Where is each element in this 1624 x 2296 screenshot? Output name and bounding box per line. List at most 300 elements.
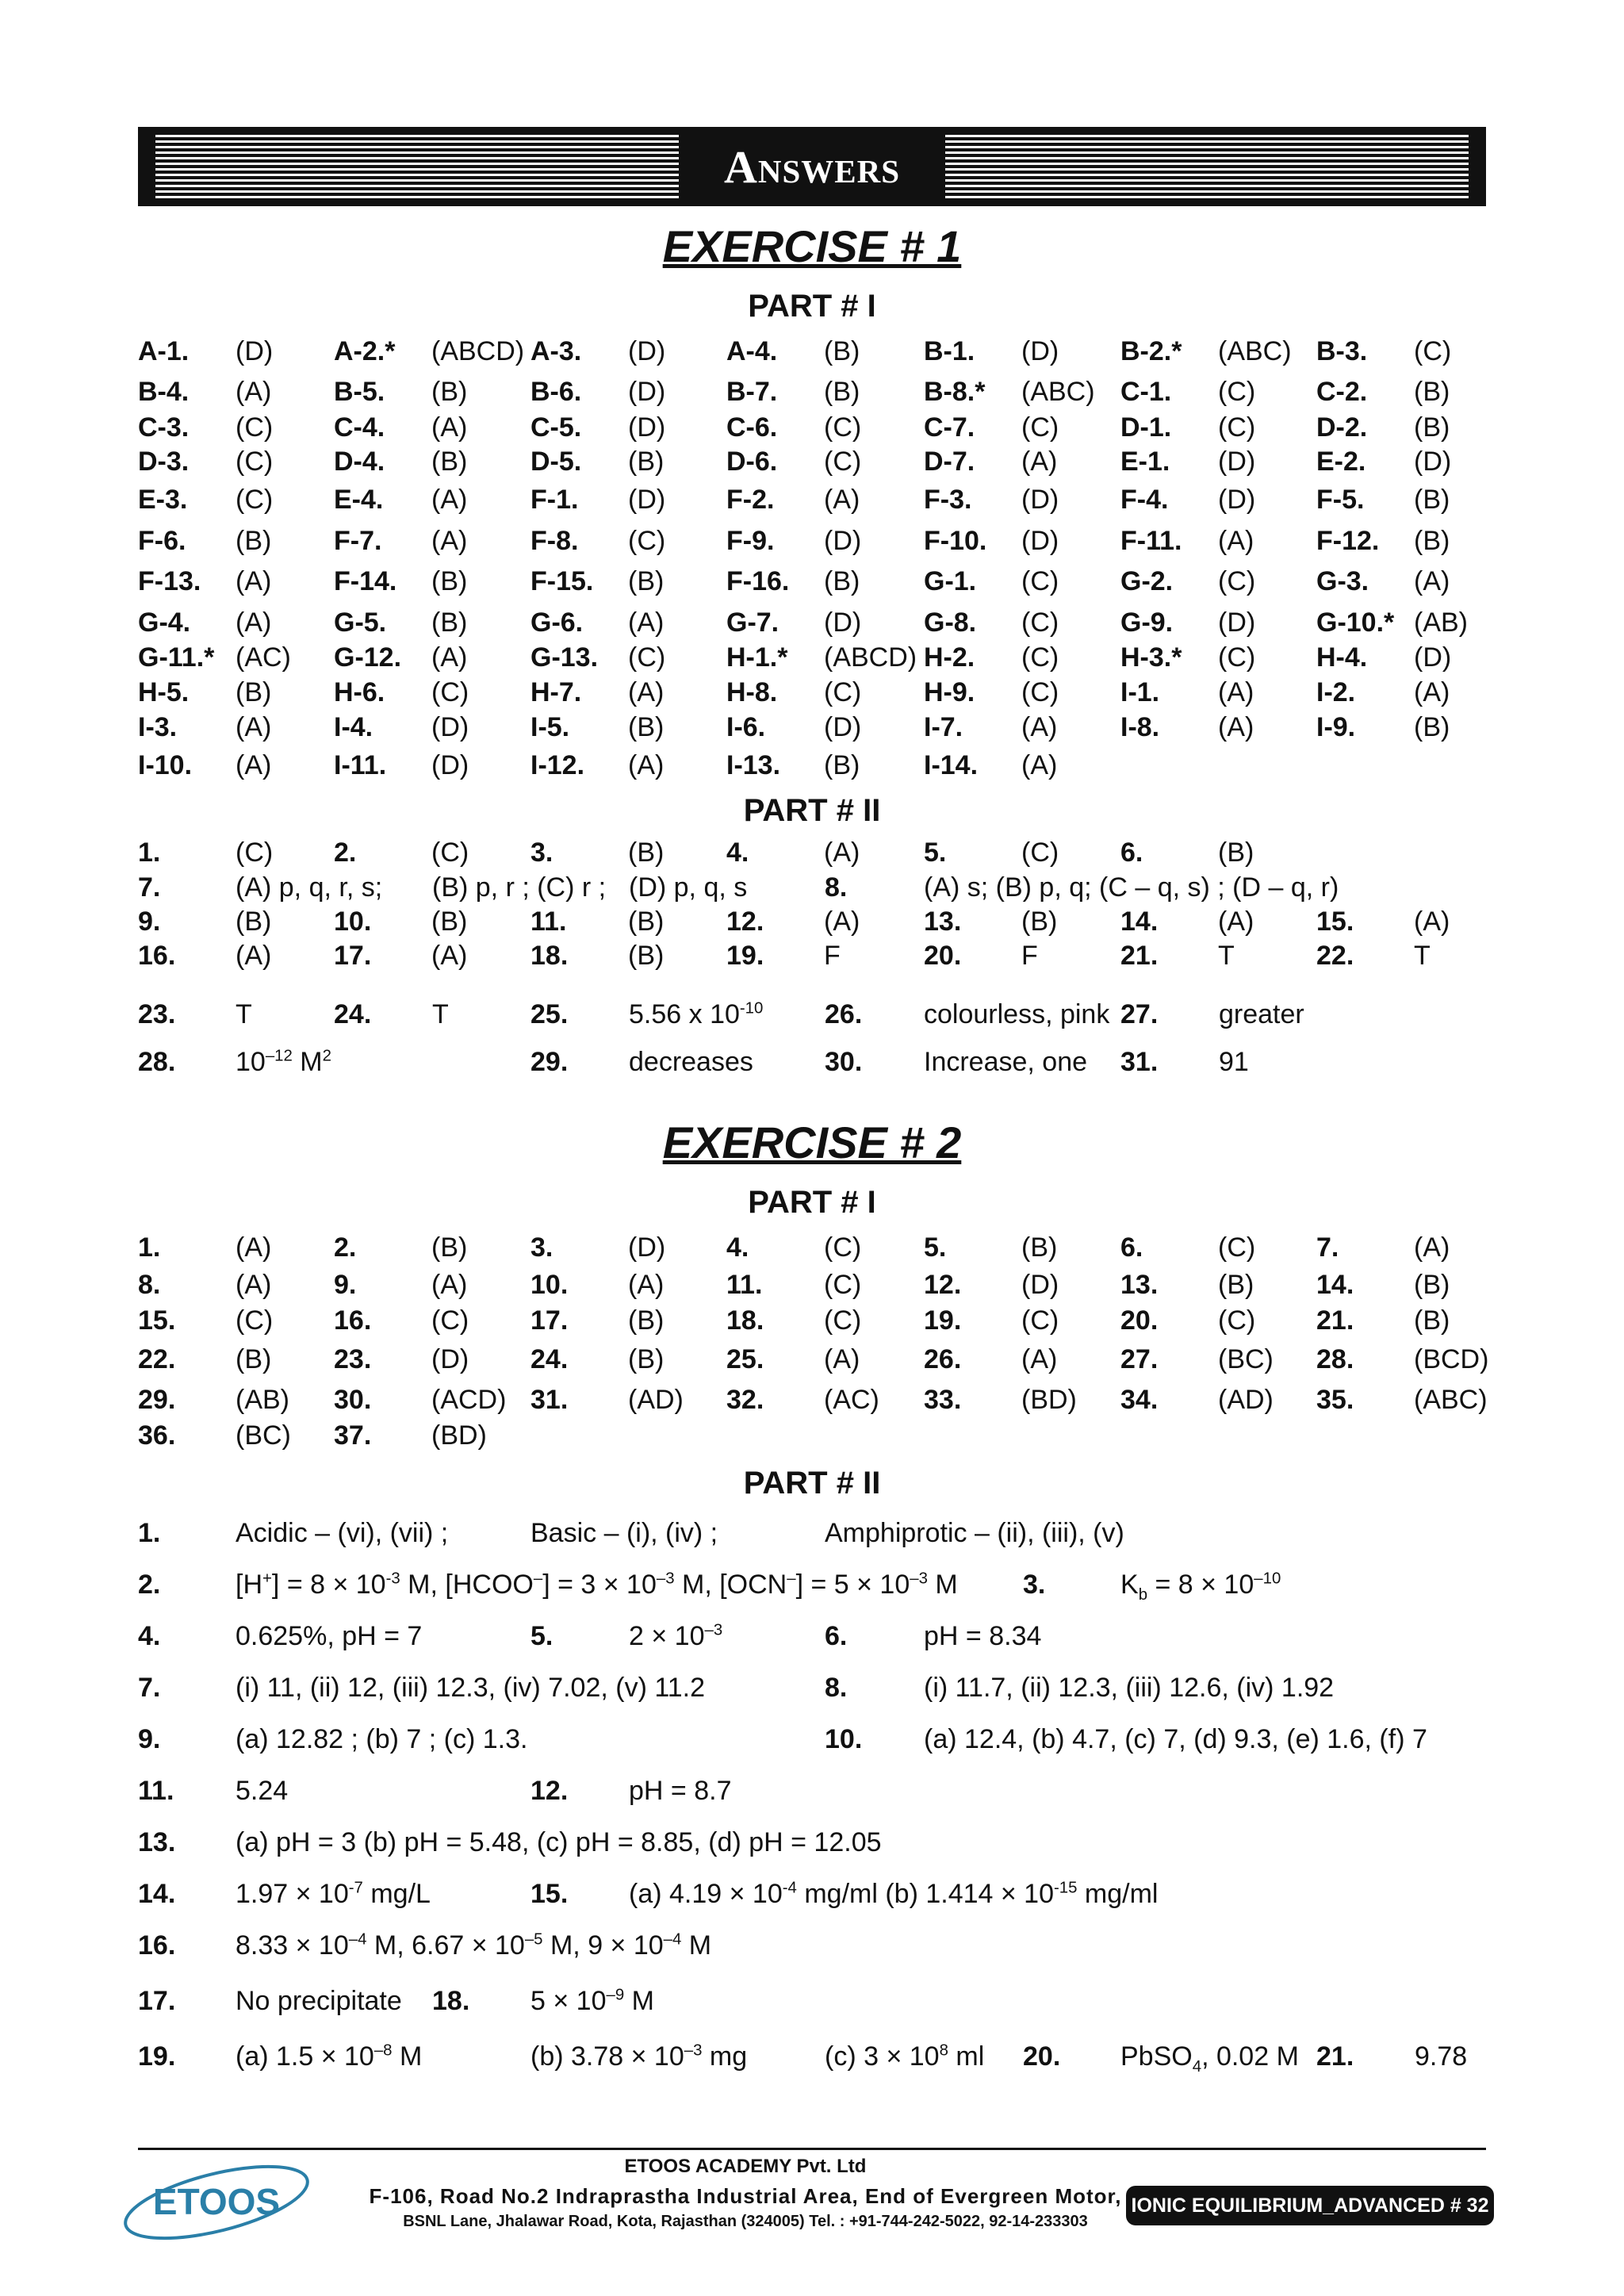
answer-value: (D) bbox=[1218, 608, 1256, 638]
answer-label: 21. bbox=[1316, 1305, 1354, 1336]
answer-value: (A) bbox=[1414, 566, 1450, 596]
answer-label: 31. bbox=[530, 1385, 569, 1415]
answer-label: 20. bbox=[1023, 2041, 1061, 2072]
answer-value: (D) bbox=[628, 485, 666, 515]
answer-label: C-4. bbox=[334, 412, 385, 443]
etoos-logo bbox=[117, 2159, 316, 2246]
answer-label: F-4. bbox=[1120, 485, 1169, 515]
answer-value: (BCD) bbox=[1414, 1344, 1489, 1374]
answer-value: (C) bbox=[431, 1305, 469, 1336]
answer-value: (D) bbox=[628, 377, 666, 407]
answer-label: 20. bbox=[1120, 1305, 1159, 1336]
answer-label: I-8. bbox=[1120, 712, 1160, 742]
answer-label: B-6. bbox=[530, 377, 582, 407]
answer-value: (C) bbox=[236, 838, 274, 868]
answer-label: 18. bbox=[432, 1986, 470, 2016]
answer-value: (C) bbox=[236, 412, 274, 443]
answer-value: T bbox=[1414, 941, 1431, 971]
answer-label: H-6. bbox=[334, 677, 385, 707]
answer-value: T bbox=[236, 999, 252, 1029]
answer-label: I-5. bbox=[530, 712, 570, 742]
answer-label: 16. bbox=[138, 941, 176, 971]
answer-label: 7. bbox=[138, 872, 161, 903]
answer-value: (a) pH = 3 (b) pH = 5.48, (c) pH = 8.85, (d) pH = 12.05 bbox=[236, 1827, 882, 1857]
answer-value: (B) bbox=[431, 1232, 468, 1263]
answer-label: C-5. bbox=[530, 412, 582, 443]
answer-label: H-2. bbox=[924, 642, 975, 673]
answer-value: (B) bbox=[236, 907, 272, 937]
answer-value: (C) bbox=[628, 642, 666, 673]
exercise-2-title: EXERCISE # 2 bbox=[662, 1117, 962, 1167]
answer-value: 91 bbox=[1219, 1047, 1249, 1077]
answer-label: 12. bbox=[726, 907, 764, 937]
answer-label: 21. bbox=[1316, 2041, 1354, 2072]
answer-value: (c) $3 \times 10^8$ ml bbox=[825, 2041, 985, 2072]
answer-label: 17. bbox=[334, 941, 372, 971]
answer-value: (ABC) bbox=[1414, 1385, 1488, 1415]
answer-value: (B) bbox=[1414, 1305, 1450, 1336]
answer-label: F-2. bbox=[726, 485, 775, 515]
answer-label: G-6. bbox=[530, 608, 584, 638]
answer-label: 37. bbox=[334, 1420, 372, 1451]
answer-value: (i) 11.7, (ii) 12.3, (iii) 12.6, (iv) 1.92 bbox=[924, 1673, 1335, 1703]
answer-value: (A) bbox=[824, 838, 860, 868]
answer-value: (D) bbox=[1218, 485, 1256, 515]
answer-label: I-4. bbox=[334, 712, 373, 742]
answer-value: pH = 8.7 bbox=[629, 1776, 732, 1806]
answer-label: 11. bbox=[726, 1270, 763, 1300]
answer-label: 28. bbox=[1316, 1344, 1354, 1374]
answer-label: 26. bbox=[924, 1344, 962, 1374]
answer-value: Increase, one bbox=[924, 1047, 1088, 1077]
answer-value: (A) bbox=[824, 907, 860, 937]
answer-value: (C) bbox=[824, 447, 862, 477]
answer-value: (A) bbox=[1021, 1344, 1058, 1374]
answer-value: decreases bbox=[629, 1047, 753, 1077]
answer-label: 19. bbox=[138, 2041, 176, 2072]
answer-value: (D) bbox=[1021, 336, 1059, 366]
answer-value: (A) s; (B) p, q; (C – q, s) ; (D – q, r) bbox=[924, 872, 1339, 903]
answer-label: E-2. bbox=[1316, 447, 1366, 477]
answer-value: (A) p, q, r, s; bbox=[236, 872, 383, 903]
answer-value: (B) bbox=[1414, 712, 1450, 742]
answer-value: (A) bbox=[824, 1344, 860, 1374]
answer-value: (C) bbox=[824, 677, 862, 707]
answer-value: (C) bbox=[1218, 1232, 1256, 1263]
answer-value: (B) bbox=[628, 1305, 665, 1336]
answer-label: H-1.* bbox=[726, 642, 788, 673]
banner-stripes-right bbox=[945, 135, 1469, 198]
answer-value: (A) bbox=[824, 485, 860, 515]
answer-value: $1.97 \times 10^{-7}$ mg/L bbox=[236, 1879, 431, 1909]
answer-label: I-9. bbox=[1316, 712, 1356, 742]
answer-label: F-14. bbox=[334, 566, 397, 596]
answer-label: I-10. bbox=[138, 750, 193, 780]
answer-value: (B) bbox=[431, 907, 468, 937]
answer-value: (B) bbox=[628, 907, 665, 937]
answer-value: colourless, pink bbox=[924, 999, 1110, 1029]
answer-label: F-12. bbox=[1316, 526, 1380, 556]
answer-label: 16. bbox=[334, 1305, 372, 1336]
answer-label: 4. bbox=[138, 1621, 161, 1651]
answer-value: (B) bbox=[1414, 526, 1450, 556]
answer-value: (C) bbox=[824, 1305, 862, 1336]
answer-label: D-7. bbox=[924, 447, 975, 477]
answer-value: (B) bbox=[1414, 485, 1450, 515]
answer-label: I-3. bbox=[138, 712, 178, 742]
answer-label: F-15. bbox=[530, 566, 594, 596]
answer-value: (A) bbox=[236, 566, 272, 596]
answer-label: 3. bbox=[530, 838, 553, 868]
answer-label: 5. bbox=[924, 1232, 947, 1263]
answer-value: (C) bbox=[824, 1270, 862, 1300]
answer-label: 2. bbox=[334, 838, 357, 868]
footer-address-line-2: BSNL Lane, Jhalawar Road, Kota, Rajasthan (324005) Tel. : +91-744-242-5022, 92-14-233303 bbox=[403, 2213, 1088, 2230]
answer-label: 31. bbox=[1120, 1047, 1159, 1077]
answer-label: B-3. bbox=[1316, 336, 1368, 366]
answer-label: D-2. bbox=[1316, 412, 1368, 443]
answer-label: C-3. bbox=[138, 412, 190, 443]
answer-value: (D) bbox=[628, 1232, 666, 1263]
answer-label: 3. bbox=[1023, 1570, 1046, 1600]
answer-label: 8. bbox=[825, 1673, 848, 1703]
answer-label: G-10.* bbox=[1316, 608, 1395, 638]
answer-label: 2. bbox=[138, 1570, 161, 1600]
answer-value: (C) bbox=[236, 447, 274, 477]
answer-value: (A) bbox=[236, 608, 272, 638]
answer-value: (C) bbox=[1218, 412, 1256, 443]
answer-label: D-3. bbox=[138, 447, 190, 477]
answer-label: 3. bbox=[530, 1232, 553, 1263]
answer-label: B-1. bbox=[924, 336, 975, 366]
answers-banner bbox=[138, 127, 1486, 206]
answer-label: G-1. bbox=[924, 566, 977, 596]
answer-value: (BD) bbox=[431, 1420, 487, 1451]
answer-value: greater bbox=[1219, 999, 1304, 1029]
answer-label: 27. bbox=[1120, 1344, 1159, 1374]
answer-value: $5 \times 10^{-9}$ M bbox=[530, 1986, 654, 2016]
answer-label: 30. bbox=[825, 1047, 863, 1077]
answer-label: G-11.* bbox=[138, 642, 215, 673]
answer-label: I-14. bbox=[924, 750, 979, 780]
answer-label: F-1. bbox=[530, 485, 579, 515]
answer-value: (A) bbox=[628, 750, 665, 780]
exercise-1-part-2-title: PART # II bbox=[743, 793, 881, 828]
answer-value: $K_b = 8 \times 10^{-10}$ bbox=[1120, 1570, 1281, 1604]
footer-address-line-1: F-106, Road No.2 Indraprastha Industrial Area, End of Evergreen Motor, bbox=[369, 2184, 1122, 2208]
answer-label: 25. bbox=[530, 999, 569, 1029]
answer-label: H-3.* bbox=[1120, 642, 1182, 673]
answer-value: (B) bbox=[1218, 1270, 1254, 1300]
answer-label: 20. bbox=[924, 941, 962, 971]
answer-value: (C) bbox=[1021, 412, 1059, 443]
answer-label: 1. bbox=[138, 1232, 161, 1263]
answer-value: (C) bbox=[1218, 566, 1256, 596]
answer-value: (D) bbox=[1021, 1270, 1059, 1300]
answer-value: $10^{-12}$ $M^2$ bbox=[236, 1047, 331, 1077]
answer-value: (A) bbox=[628, 608, 665, 638]
answer-label: 1. bbox=[138, 1518, 161, 1548]
answer-label: 28. bbox=[138, 1047, 176, 1077]
answer-value: (A) bbox=[236, 1232, 272, 1263]
answer-label: B-4. bbox=[138, 377, 190, 407]
answer-label: 13. bbox=[924, 907, 962, 937]
answer-label: 19. bbox=[924, 1305, 962, 1336]
answer-value: (C) bbox=[236, 485, 274, 515]
answer-label: 9. bbox=[138, 1724, 161, 1754]
answer-value: (D) bbox=[628, 336, 666, 366]
answer-value: (A) bbox=[431, 1270, 468, 1300]
answer-label: 15. bbox=[138, 1305, 176, 1336]
answer-label: 29. bbox=[138, 1385, 176, 1415]
answer-label: C-6. bbox=[726, 412, 778, 443]
answer-label: H-8. bbox=[726, 677, 778, 707]
answer-label: G-5. bbox=[334, 608, 387, 638]
answer-value: (ACD) bbox=[431, 1385, 507, 1415]
answer-label: E-3. bbox=[138, 485, 188, 515]
answer-value: PbSO$_4$, 0.02 M bbox=[1120, 2041, 1299, 2076]
answer-label: 17. bbox=[138, 1986, 176, 2016]
answer-value: (A) bbox=[1414, 677, 1450, 707]
answer-value: (D) bbox=[824, 608, 862, 638]
answer-value: (D) bbox=[1021, 526, 1059, 556]
answer-label: 7. bbox=[138, 1673, 161, 1703]
footer-divider bbox=[138, 2148, 1486, 2150]
answer-value: 9.78 bbox=[1415, 2041, 1468, 2072]
answer-value: (AD) bbox=[1218, 1385, 1274, 1415]
answer-label: 10. bbox=[825, 1724, 863, 1754]
answer-value: (a) 12.82 ; (b) 7 ; (c) 1.3. bbox=[236, 1724, 528, 1754]
answer-label: 10. bbox=[334, 907, 372, 937]
answer-label: 33. bbox=[924, 1385, 962, 1415]
answer-value: (D) bbox=[1021, 485, 1059, 515]
answer-value: (A) bbox=[431, 642, 468, 673]
answer-label: B-8.* bbox=[924, 377, 986, 407]
answer-label: 34. bbox=[1120, 1385, 1159, 1415]
answer-value: (a) $4.19 \times 10^{-4}$ mg/ml (b) $1.414 \times 10^{-15}$ mg/ml bbox=[629, 1879, 1159, 1909]
answer-label: G-13. bbox=[530, 642, 599, 673]
answer-value: (A) bbox=[628, 677, 665, 707]
answer-label: 4. bbox=[726, 838, 749, 868]
answer-value: (BC) bbox=[236, 1420, 291, 1451]
answer-value: (D) bbox=[1218, 447, 1256, 477]
answer-label: 19. bbox=[726, 941, 764, 971]
footer-company: ETOOS ACADEMY Pvt. Ltd bbox=[624, 2156, 867, 2177]
answer-value: (C) bbox=[1218, 1305, 1256, 1336]
answer-value: (A) bbox=[236, 377, 272, 407]
answer-value: No precipitate bbox=[236, 1986, 402, 2016]
answer-value: (C) bbox=[628, 526, 666, 556]
answer-label: F-7. bbox=[334, 526, 382, 556]
answer-value: (b) $3.78 \times 10^{-3}$ mg bbox=[530, 2041, 748, 2072]
answer-value: (B) bbox=[824, 377, 860, 407]
answer-value: (B) bbox=[628, 566, 665, 596]
answer-value: (C) bbox=[236, 1305, 274, 1336]
answer-label: E-1. bbox=[1120, 447, 1170, 477]
answer-value: (C) bbox=[1021, 608, 1059, 638]
answer-value: F bbox=[1021, 941, 1038, 971]
answer-label: A-1. bbox=[138, 336, 190, 366]
answer-value: (C) bbox=[1021, 838, 1059, 868]
answer-value: (C) bbox=[1414, 336, 1452, 366]
answer-value: (B) bbox=[1414, 377, 1450, 407]
answer-label: 11. bbox=[138, 1776, 174, 1806]
answer-value: (B) bbox=[236, 526, 272, 556]
answer-label: 24. bbox=[530, 1344, 569, 1374]
answer-label: 36. bbox=[138, 1420, 176, 1451]
answer-value: (AB) bbox=[236, 1385, 289, 1415]
answer-value: (a) $1.5 \times 10^{-8}$ M bbox=[236, 2041, 423, 2072]
answer-value: (C) bbox=[1218, 642, 1256, 673]
answer-label: 6. bbox=[1120, 1232, 1143, 1263]
answer-label: 24. bbox=[334, 999, 372, 1029]
answer-label: B-2.* bbox=[1120, 336, 1182, 366]
answer-label: F-16. bbox=[726, 566, 790, 596]
answer-value: (A) bbox=[431, 485, 468, 515]
answer-label: 7. bbox=[1316, 1232, 1339, 1263]
answer-value: $8.33 \times 10^{-4}$ M, $6.67 \times 10^{-5}$ M, $9 \times 10^{-4}$ M bbox=[236, 1930, 712, 1961]
exercise-2-part-2-title: PART # II bbox=[743, 1466, 881, 1501]
answer-value: (D) bbox=[431, 750, 469, 780]
answer-label: C-7. bbox=[924, 412, 975, 443]
answer-label: 13. bbox=[1120, 1270, 1159, 1300]
answer-label: 5. bbox=[530, 1621, 553, 1651]
answer-value: (D) bbox=[1414, 447, 1452, 477]
answer-value: (C) bbox=[1021, 1305, 1059, 1336]
answer-value: (BD) bbox=[1021, 1385, 1077, 1415]
answer-value: (B) bbox=[431, 447, 468, 477]
answer-label: 14. bbox=[1316, 1270, 1354, 1300]
answer-value: (D) bbox=[431, 1344, 469, 1374]
exercise-2-part-1-title: PART # I bbox=[748, 1185, 876, 1220]
banner-stripes-left bbox=[155, 135, 679, 198]
answer-label: 11. bbox=[530, 907, 567, 937]
answer-label: 8. bbox=[825, 872, 848, 903]
answer-value: T bbox=[1218, 941, 1235, 971]
answer-value: (B) bbox=[628, 838, 665, 868]
answer-label: I-6. bbox=[726, 712, 766, 742]
answer-label: G-8. bbox=[924, 608, 977, 638]
answer-label: G-7. bbox=[726, 608, 779, 638]
answer-label: A-4. bbox=[726, 336, 778, 366]
answer-value: (AB) bbox=[1414, 608, 1468, 638]
answer-value: (B) bbox=[1218, 838, 1254, 868]
answer-value: (ABCD) bbox=[431, 336, 525, 366]
answer-value: (A) bbox=[236, 941, 272, 971]
answer-value: (C) bbox=[1021, 642, 1059, 673]
answer-label: C-2. bbox=[1316, 377, 1368, 407]
answer-value: (B) bbox=[236, 677, 272, 707]
answer-value: (A) bbox=[236, 1270, 272, 1300]
answer-label: F-13. bbox=[138, 566, 201, 596]
answer-value: (B) bbox=[1414, 1270, 1450, 1300]
answer-value: (C) bbox=[1021, 566, 1059, 596]
answer-label: D-4. bbox=[334, 447, 385, 477]
answer-value: (D) bbox=[824, 712, 862, 742]
answer-value: (A) bbox=[1021, 447, 1058, 477]
answer-value: (B) bbox=[431, 377, 468, 407]
answer-value: (C) bbox=[1218, 377, 1256, 407]
answer-label: I-7. bbox=[924, 712, 963, 742]
answer-value: (D) bbox=[431, 712, 469, 742]
answer-value: Basic – (i), (iv) ; bbox=[530, 1518, 718, 1548]
answer-label: 2. bbox=[334, 1232, 357, 1263]
answer-label: B-7. bbox=[726, 377, 778, 407]
answer-value: 5.24 bbox=[236, 1776, 289, 1806]
answer-label: H-4. bbox=[1316, 642, 1368, 673]
answer-label: 18. bbox=[530, 941, 569, 971]
answer-label: G-9. bbox=[1120, 608, 1174, 638]
answer-value: (A) bbox=[1021, 750, 1058, 780]
answer-label: 6. bbox=[825, 1621, 848, 1651]
answer-value: (ABC) bbox=[1021, 377, 1095, 407]
answer-label: D-6. bbox=[726, 447, 778, 477]
answer-value: (A) bbox=[628, 1270, 665, 1300]
answer-label: 1. bbox=[138, 838, 161, 868]
answer-value: (B) p, r ; (C) r ; bbox=[432, 872, 607, 903]
answer-label: 21. bbox=[1120, 941, 1159, 971]
answer-value: (C) bbox=[824, 1232, 862, 1263]
answer-label: 23. bbox=[334, 1344, 372, 1374]
answer-value: $[H^+] = 8 \times 10^{-3}$ M, [HCOO–] = $3 \times 10^{-3}$ M, $[OCN^-] = 5 \times 10^{-3}$ M bbox=[236, 1570, 958, 1600]
answer-label: A-3. bbox=[530, 336, 582, 366]
answer-label: F-3. bbox=[924, 485, 972, 515]
answer-label: F-11. bbox=[1120, 526, 1182, 556]
answer-label: 32. bbox=[726, 1385, 764, 1415]
answer-label: C-1. bbox=[1120, 377, 1172, 407]
answer-value: (D) p, q, s bbox=[629, 872, 748, 903]
answer-label: 4. bbox=[726, 1232, 749, 1263]
logo-text: ETOOS bbox=[152, 2181, 281, 2222]
answer-value: (B) bbox=[1414, 412, 1450, 443]
answer-label: E-4. bbox=[334, 485, 384, 515]
answer-label: H-7. bbox=[530, 677, 582, 707]
answer-label: 12. bbox=[530, 1776, 569, 1806]
answer-value: (B) bbox=[628, 1344, 665, 1374]
answer-value: (A) bbox=[1218, 677, 1254, 707]
answer-label: H-5. bbox=[138, 677, 190, 707]
answer-label: 6. bbox=[1120, 838, 1143, 868]
answer-value: (B) bbox=[431, 608, 468, 638]
answer-value: (ABC) bbox=[1218, 336, 1292, 366]
answer-value: Amphiprotic – (ii), (iii), (v) bbox=[825, 1518, 1124, 1548]
answer-label: 9. bbox=[334, 1270, 357, 1300]
answer-value: (C) bbox=[1021, 677, 1059, 707]
answer-value: (A) bbox=[1218, 526, 1254, 556]
answer-label: 9. bbox=[138, 907, 161, 937]
banner-title: Answers bbox=[723, 140, 901, 193]
answer-value: (C) bbox=[824, 412, 862, 443]
answer-value: (B) bbox=[431, 566, 468, 596]
answer-value: (A) bbox=[431, 941, 468, 971]
answer-label: B-5. bbox=[334, 377, 385, 407]
answer-label: D-5. bbox=[530, 447, 582, 477]
answer-label: D-1. bbox=[1120, 412, 1172, 443]
exercise-1-part-1-title: PART # I bbox=[748, 289, 876, 324]
answer-value: 5.56 x $10^{-10}$ bbox=[629, 999, 764, 1029]
answer-value: (B) bbox=[628, 941, 665, 971]
answer-value: (a) 12.4, (b) 4.7, (c) 7, (d) 9.3, (e) 1.6, (f) 7 bbox=[924, 1724, 1427, 1754]
answer-value: (D) bbox=[628, 412, 666, 443]
answer-value: (B) bbox=[1021, 907, 1058, 937]
answer-value: (B) bbox=[824, 336, 860, 366]
answer-label: A-2.* bbox=[334, 336, 396, 366]
answer-value: pH = 8.34 bbox=[924, 1621, 1042, 1651]
answer-value: (C) bbox=[431, 838, 469, 868]
answer-label: 16. bbox=[138, 1930, 176, 1961]
answer-label: 22. bbox=[138, 1344, 176, 1374]
answer-label: 26. bbox=[825, 999, 863, 1029]
